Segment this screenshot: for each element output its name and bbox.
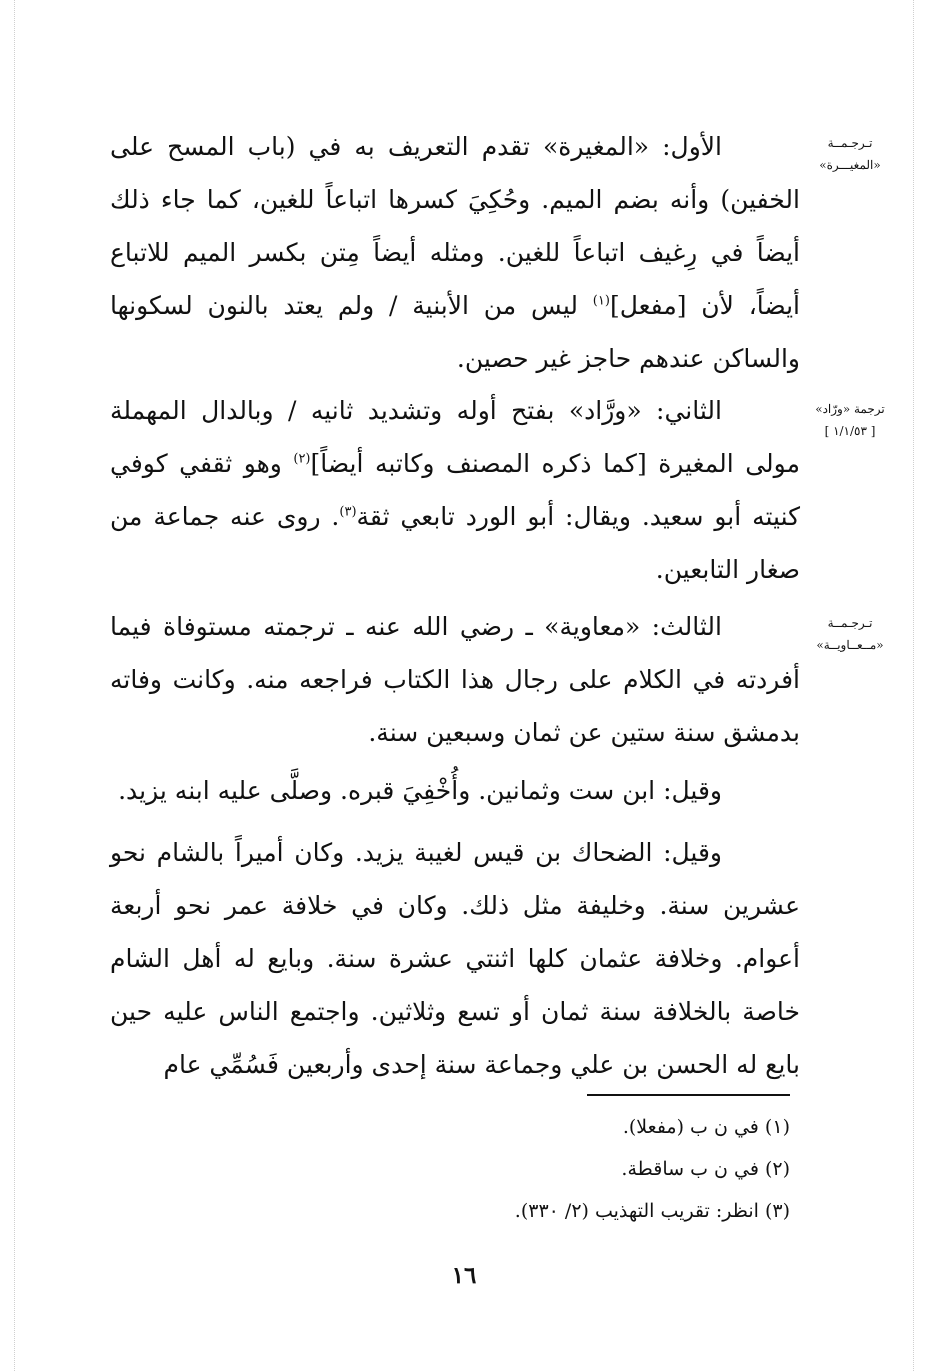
footnote-ref: (٣) — [339, 504, 357, 520]
footnote-2: (٢) في ن ب ساقطة. — [621, 1158, 790, 1180]
paragraph-third — [110, 600, 800, 759]
margin-note-line: تـرجـمــة — [827, 136, 873, 150]
footnote-ref: (١) — [592, 293, 610, 309]
scan-edge-line — [913, 0, 914, 1371]
paragraph-text: وقيل: ابن ست وثمانين. وأُخْفِيَ قبره. وصلَّى عليه ابنه يزيد. — [118, 776, 722, 805]
margin-note-line: ترجمة «ورّاد» — [815, 402, 885, 416]
paragraph-text: الثاني: «ورَّاد» بفتح أوله وتشديد ثانيه / وبالدال المهملة مولى المغيرة [كما ذكره المصنف وكاتبه أيضاً] — [110, 396, 800, 478]
paragraph-fifth — [110, 826, 800, 1091]
footnote-separator — [587, 1094, 790, 1096]
paragraph-text: الثالث: «معاوية» ـ رضي الله عنه ـ ترجمته مستوفاة فيما أفردته في الكلام على رجال هذا الكتاب فراجعه منه. وكانت وفاته بدمشق سنة ستين عن ثمان وسبعين سنة. — [110, 612, 800, 747]
paragraph-text: وقيل: الضحاك بن قيس لغيبة يزيد. وكان أميراً بالشام نحو عشرين سنة. وخليفة مثل ذلك. وكان في خلافة عمر نحو أربعة أعوام. وخلافة عثمان كلها اثنتي عشرة سنة. وبايع له أهل الشام خاصة بالخلافة سنة ثمان أو تسع وثلاثين. واجتمع الناس عليه حين بايع له الحسن بن علي وجماعة سنة إحدى وأربعين فَسُمِّي عام — [110, 838, 800, 1079]
margin-note-muawiya — [800, 612, 900, 656]
margin-note-line: «مــعــاويــة» — [816, 638, 884, 652]
paragraph-text: ليس من الأبنية / ولم يعتد بالنون لسكونها والساكن عندهم حاجز غير حصين. — [110, 291, 800, 373]
paragraph-text: . روى عنه جماعة من صغار التابعين. — [110, 502, 800, 584]
margin-note-line: [ ١/١/٥٣ ] — [824, 424, 876, 438]
margin-note-line: «المغيـــرة» — [819, 158, 881, 172]
page-number: ١٦ — [451, 1262, 477, 1289]
scan-edge-line — [14, 0, 15, 1371]
margin-note-warrad — [800, 398, 900, 442]
footnote-1: (١) في ن ب (مفعلا). — [622, 1116, 790, 1138]
margin-note-mughira — [800, 132, 900, 176]
paragraph-text: وهو ثقفي كوفي كنيته أبو سعيد. ويقال: أبو الورد تابعي ثقة — [110, 449, 801, 531]
paragraph-first — [110, 120, 800, 385]
paragraph-fourth — [110, 764, 800, 817]
footnote-ref: (٢) — [293, 451, 311, 467]
paragraph-second — [110, 384, 800, 596]
footnote-3: (٣) انظر: تقريب التهذيب (٢/ ٣٣٠). — [514, 1200, 790, 1222]
margin-note-line: تـرجـمــة — [827, 616, 873, 630]
paragraph-text: الأول: «المغيرة» تقدم التعريف به في (باب المسح على الخفين) وأنه بضم الميم. وحُكِيَ كسرها اتباعاً للغين، كما جاء ذلك أيضاً في رِغيف اتباعاً للغين. ومثله أيضاً مِتن بكسر الميم للاتباع أيضاً، لأن [مفعل] — [110, 132, 800, 320]
